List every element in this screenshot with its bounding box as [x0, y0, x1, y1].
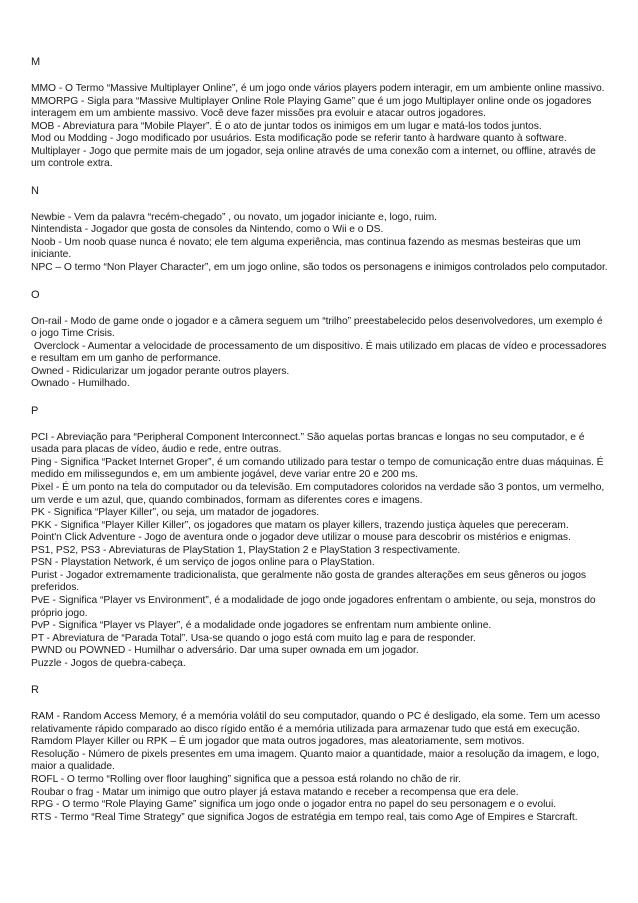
glossary-entry: Purist - Jogador extremamente tradicionalista, que geralmente não gosta de grandes alterações em seus gêneros ou jogos preferidos.	[31, 569, 587, 594]
section-o	[31, 289, 609, 391]
glossary-entry: PCI - Abreviação para “Peripheral Component Interconnect.” São aquelas portas brancas e longas no seu computador, e é usada para placas de vídeo, áudio e rede, entre outras.	[31, 431, 585, 456]
glossary-entry: Pixel - É um ponto na tela do computador ou da televisão. Em computadores coloridos na verdade são 3 pontos, um vermelho, um verde e um azul, que, quando combinados, formam as diferentes cores e imagens.	[31, 482, 605, 506]
glossary-entry: RTS - Termo “Real Time Strategy” que significa Jogos de estratégia em tempo real, tais como Age of Empires e Starcraft.	[31, 811, 578, 823]
section-m	[31, 56, 609, 171]
glossary-entry: Mod ou Modding - Jogo modificado por usuários. Esta modificação pode se referir tanto à hardware quanto à software.	[31, 133, 567, 145]
section-letter: P	[31, 404, 39, 417]
section-p	[31, 405, 609, 670]
glossary-entry: Ping - Significa “Packet Internet Groper”, é um comando utilizado para testar o tempo de comunicação entre duas máquinas. É medido em milissegundos e, em um ambiente jogável, deve variar entre 20 e 200 ms.	[31, 456, 604, 481]
section-r	[31, 684, 609, 824]
glossary-entry: MMORPG - Sigla para “Massive Multiplayer Online Role Playing Game” que é um jogo Multiplayer online onde os jogadores interagem em um ambiente massivo. Você deve fazer missões pra evoluir e atacar outros jogadores.	[31, 95, 592, 120]
glossary-entry: Noob - Um noob quase nunca é novato; ele tem alguma experiência, mas continua fazendo as mesmas besteiras que um iniciante.	[31, 236, 581, 261]
glossary-entry: Resolução - Número de pixels presentes em uma imagem. Quanto maior a quantidade, maior a resolução da imagem, e logo, maior a qualidade.	[31, 748, 600, 773]
glossary-entry: RPG - O termo “Role Playing Game” significa um jogo onde o jogador entra no papel do seu personagem e o evolui.	[31, 799, 557, 811]
glossary-entry: Newbie - Vem da palavra “recém-chegado” , ou novato, um jogador iniciante e, logo, ruim.	[31, 211, 437, 223]
glossary-entry: On-rail - Modo de game onde o jogador e a câmera seguem um “trilho” preestabelecido pelos desenvolvedores, um exemplo é o jogo Time Crisis.	[31, 315, 603, 340]
glossary-entry: PKK - Significa “Player Killer Killer”, os jogadores que matam os player killers, trazendo justiça àqueles que pereceram.	[31, 519, 569, 531]
section-letter: M	[31, 56, 41, 68]
glossary-page	[31, 56, 609, 838]
section-n	[31, 185, 609, 275]
glossary-entry: Multiplayer - Jogo que permite mais de um jogador, seja online através de uma conexão com a internet, ou offline, através de um controle extra.	[31, 145, 596, 170]
glossary-entry: PvP - Significa “Player vs Player”, é a modalidade onde jogadores se enfrentam num ambiente online.	[31, 620, 492, 632]
glossary-entry: Ramdom Player Killer ou RPK – É um jogador que mata outros jogadores, mas aleatoriamente, sem motivos.	[31, 736, 525, 748]
glossary-entry: PSN - Playstation Network, é um serviço de jogos online para o PlayStation.	[31, 557, 375, 569]
glossary-entry: MOB - Abreviatura para “Mobile Player”. É o ato de juntar todos os inimigos em um lugar e matá-los todos juntos.	[31, 120, 542, 132]
section-letter: N	[31, 184, 39, 197]
glossary-entry: PK - Significa “Player Killer”, ou seja, um matador de jogadores.	[31, 507, 320, 519]
glossary-entry: Point'n Click Adventure - Jogo de aventura onde o jogador deve utilizar o mouse para descobrir os mistérios e enigmas.	[31, 532, 571, 544]
glossary-entry: Ownado - Humilhado.	[31, 378, 130, 390]
glossary-entry: Roubar o frag - Matar um inimigo que outro player já estava matando e receber a recompensa que era dele.	[31, 786, 519, 798]
glossary-entry: PS1, PS2, PS3 - Abreviaturas de PlayStation 1, PlayStation 2 e PlayStation 3 respectivamente.	[31, 544, 461, 556]
glossary-entry: PT - Abreviatura de “Parada Total”. Usa-se quando o jogo está com muito lag e para de responder.	[31, 632, 476, 644]
glossary-entry: RAM - Random Access Memory, é a memória volátil do seu computador, quando o PC é desligado, ela some. Tem um acesso relativamente rápido comparado ao disco rígido então é a memória utilizada para armazenar tudo que está em execução.	[31, 711, 601, 735]
glossary-entry: MMO - O Termo “Massive Multiplayer Online”, é um jogo onde vários players podem interagir, em um ambiente online massivo.	[31, 83, 605, 94]
glossary-entry: ROFL - O termo “Rolling over floor laughing” significa que a pessoa está rolando no chão de rir.	[31, 773, 461, 785]
glossary-entry: Nintendista - Jogador que gosta de consoles da Nintendo, como o Wii e o DS.	[31, 224, 384, 236]
glossary-entry: NPC – O termo “Non Player Character”, em um jogo online, são todos os personagens e inimigos controlados pelo computador.	[31, 262, 608, 274]
glossary-entry: Overclock - Aumentar a velocidade de processamento de um dispositivo. É mais utilizado em placas de vídeo e processadores e resultam em um ganho de performance.	[31, 340, 610, 365]
section-letter: O	[31, 288, 40, 301]
glossary-entry: Owned - Ridicularizar um jogador perante outros players.	[31, 365, 290, 377]
glossary-entry: PWND ou POWNED - Humilhar o adversário. Dar uma super ownada em um jogador.	[31, 645, 419, 657]
glossary-entry: Puzzle - Jogos de quebra-cabeça.	[31, 657, 186, 669]
section-letter: R	[31, 684, 39, 697]
glossary-entry: PvE - Significa “Player vs Environment”, é a modalidade de jogo onde jogadores enfrentam o ambiente, ou seja, monstros do próprio jogo.	[31, 594, 596, 619]
